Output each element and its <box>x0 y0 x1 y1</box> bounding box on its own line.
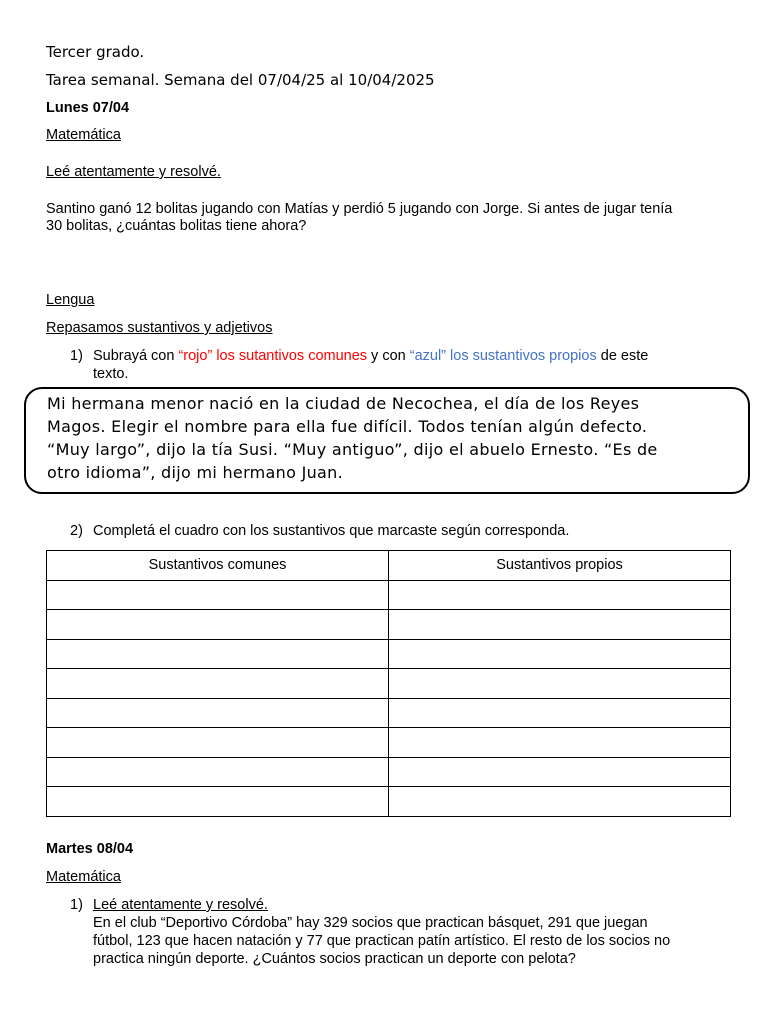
passage-line: “Muy largo”, dijo la tía Susi. “Muy antiguo”, dijo el abuelo Ernesto. “Es de <box>47 440 658 459</box>
homework-title: Tarea semanal. Semana del 07/04/25 al 10/04/2025 <box>46 71 435 89</box>
table-cell[interactable] <box>389 639 731 669</box>
table-row <box>47 580 731 610</box>
table-cell[interactable] <box>389 787 731 817</box>
table-row <box>47 787 731 817</box>
item1-part1: Subrayá con <box>93 348 179 364</box>
table-header-row <box>47 551 731 581</box>
monday-math-instruction: Leé atentamente y resolvé. <box>46 164 221 180</box>
table-cell[interactable] <box>47 757 389 787</box>
table-cell[interactable] <box>389 669 731 699</box>
monday-math-problem-line2: 30 bolitas, ¿cuántas bolitas tiene ahora? <box>46 218 307 234</box>
table-row <box>47 610 731 640</box>
table-cell[interactable] <box>389 728 731 758</box>
table-row <box>47 698 731 728</box>
table-cell[interactable] <box>389 580 731 610</box>
passage-line: Magos. Elegir el nombre para ella fue difícil. Todos tenían algún defecto. <box>47 417 648 436</box>
tuesday-problem-line: En el club “Deportivo Córdoba” hay 329 socios que practican básquet, 291 que juegan <box>93 915 648 931</box>
tuesday-problem-line: practica ningún deporte. ¿Cuántos socios practican un deporte con pelota? <box>93 951 576 967</box>
item1-part2: y con <box>367 348 410 364</box>
monday-math-problem-line1: Santino ganó 12 bolitas jugando con Matías y perdió 5 jugando con Jorge. Si antes de jugar tenía <box>46 201 673 217</box>
tuesday-heading: Martes 08/04 <box>46 841 134 857</box>
language-topic: Repasamos sustantivos y adjetivos <box>46 320 273 336</box>
language-item1-text <box>93 348 648 364</box>
table-cell[interactable] <box>389 698 731 728</box>
table-cell[interactable] <box>47 698 389 728</box>
table-cell[interactable] <box>389 610 731 640</box>
language-item2-number: 2) <box>70 523 83 539</box>
language-item1-number: 1) <box>70 348 83 364</box>
passage-line: otro idioma”, dijo mi hermano Juan. <box>47 463 343 482</box>
table-cell[interactable] <box>47 580 389 610</box>
monday-math-subject: Matemática <box>46 127 121 143</box>
table-cell[interactable] <box>47 610 389 640</box>
table-row <box>47 639 731 669</box>
tuesday-math-subject: Matemática <box>46 869 121 885</box>
table-row <box>47 669 731 699</box>
table-cell[interactable] <box>389 757 731 787</box>
table-cell[interactable] <box>47 639 389 669</box>
passage-text <box>47 392 737 484</box>
table-row <box>47 728 731 758</box>
language-item1-text-cont: texto. <box>93 366 129 382</box>
nouns-table <box>46 550 731 817</box>
language-subject: Lengua <box>46 292 95 308</box>
monday-heading: Lunes 07/04 <box>46 100 130 116</box>
table-header-proper: Sustantivos propios <box>389 551 731 581</box>
item1-blue-instruction: “azul” los sustantivos propios <box>409 348 597 364</box>
tuesday-problem-line: fútbol, 123 que hacen natación y 77 que practican patín artístico. El resto de los socios no <box>93 933 671 949</box>
grade-line: Tercer grado. <box>46 43 145 61</box>
table-cell[interactable] <box>47 787 389 817</box>
item1-red-instruction: “rojo” los sutantivos comunes <box>178 348 368 364</box>
language-item2-text: Completá el cuadro con los sustantivos que marcaste según corresponda. <box>93 523 570 539</box>
passage-line: Mi hermana menor nació en la ciudad de Necochea, el día de los Reyes <box>47 394 640 413</box>
tuesday-item1-instruction: Leé atentamente y resolvé. <box>93 897 268 913</box>
item1-part3: de este <box>596 348 649 364</box>
tuesday-item1-number: 1) <box>70 897 83 913</box>
table-cell[interactable] <box>47 669 389 699</box>
table-cell[interactable] <box>47 728 389 758</box>
table-row <box>47 757 731 787</box>
table-header-common: Sustantivos comunes <box>47 551 389 581</box>
